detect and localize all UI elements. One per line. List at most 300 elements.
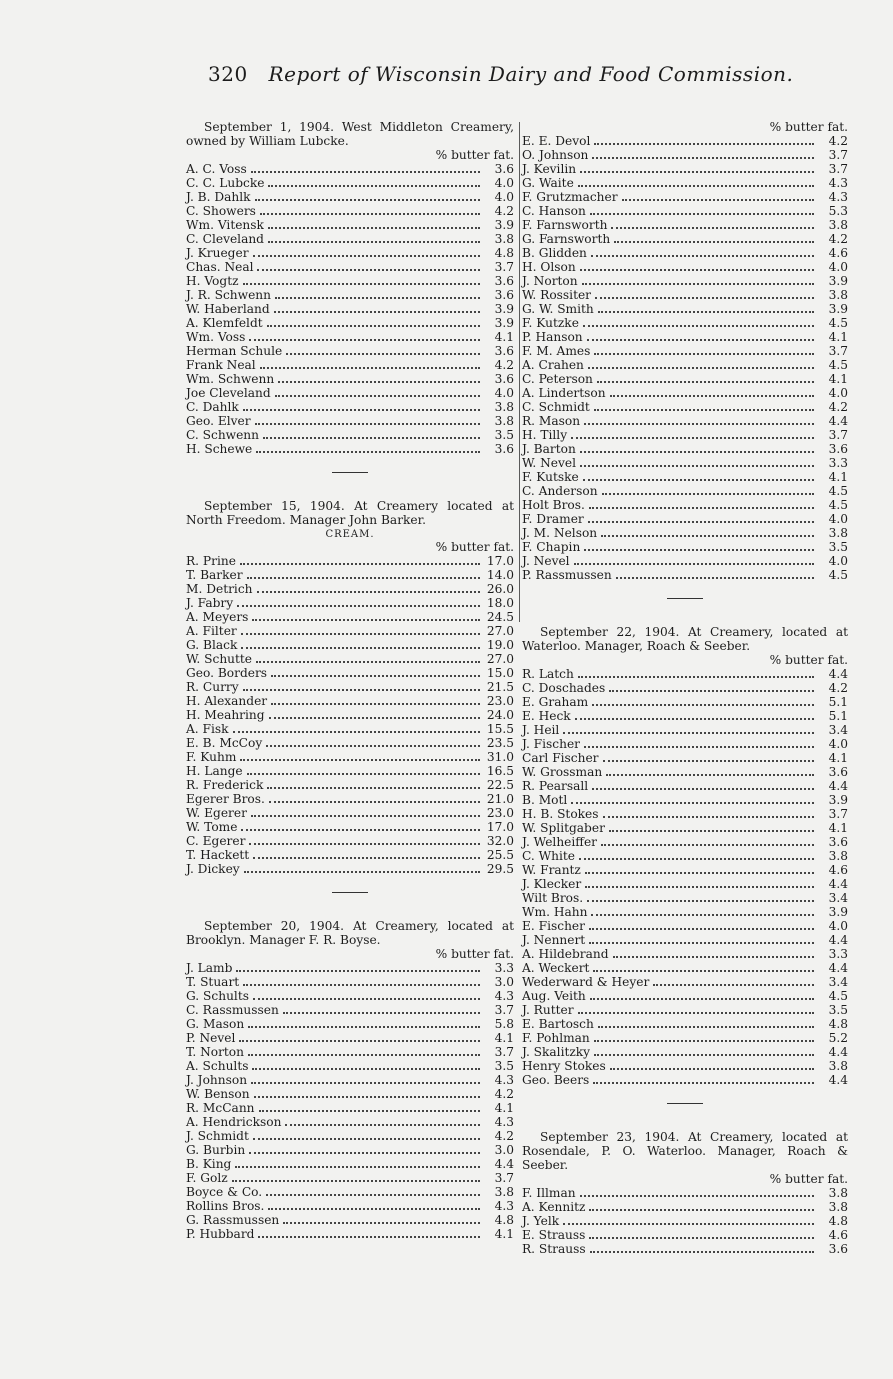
table-row <box>186 400 514 414</box>
butter-fat-value: 4.6 <box>828 863 848 877</box>
table-row <box>186 442 514 456</box>
patron-name: Geo. Borders <box>186 666 268 680</box>
butter-fat-value: 5.1 <box>828 709 848 723</box>
butter-fat-value: 3.6 <box>494 372 514 386</box>
patron-name: H. B. Stokes <box>522 807 599 821</box>
table-row <box>522 1186 848 1200</box>
table-row <box>522 204 848 218</box>
butter-fat-value: 24.5 <box>486 610 514 624</box>
right-column <box>522 120 848 1256</box>
leader-dots <box>601 526 814 537</box>
table-row <box>186 596 514 610</box>
unit-label: % butter fat. <box>435 540 514 554</box>
butter-fat-value: 4.8 <box>828 1214 848 1228</box>
table-row <box>522 779 848 793</box>
butter-fat-value: 4.4 <box>828 667 848 681</box>
butter-fat-value: 4.4 <box>828 1073 848 1087</box>
leader-dots <box>614 232 814 243</box>
patron-name: B. King <box>186 1157 232 1171</box>
table-row <box>522 681 848 695</box>
butter-fat-value: 14.0 <box>486 568 514 582</box>
butter-fat-value: 3.0 <box>494 975 514 989</box>
leader-dots <box>233 722 480 733</box>
patron-name: F. M. Ames <box>522 344 591 358</box>
table-row <box>186 428 514 442</box>
leader-dots <box>589 498 814 509</box>
butter-fat-value: 4.8 <box>494 1213 514 1227</box>
leader-dots <box>271 666 480 677</box>
leader-dots <box>591 246 814 257</box>
table-row <box>186 176 514 190</box>
table-row <box>522 246 848 260</box>
unit-label: % butter fat. <box>769 120 848 134</box>
leader-dots <box>597 372 814 383</box>
table-row <box>186 848 514 862</box>
butter-fat-value: 3.6 <box>494 162 514 176</box>
butter-fat-value: 16.5 <box>486 764 514 778</box>
butter-fat-value: 3.7 <box>828 807 848 821</box>
patron-name: Henry Stokes <box>522 1059 606 1073</box>
butter-fat-value: 3.8 <box>828 288 848 302</box>
patron-name: J. Skalitzky <box>522 1045 591 1059</box>
leader-dots <box>580 1186 814 1197</box>
table-row <box>186 372 514 386</box>
table-row <box>522 849 848 863</box>
butter-fat-value: 4.6 <box>828 246 848 260</box>
table-row <box>522 540 848 554</box>
table-row <box>522 1017 848 1031</box>
butter-fat-value: 3.6 <box>494 274 514 288</box>
leader-dots <box>249 1143 480 1154</box>
butter-fat-value: 3.7 <box>494 1045 514 1059</box>
butter-fat-value: 3.7 <box>828 428 848 442</box>
butter-fat-value: 3.0 <box>494 1143 514 1157</box>
leader-dots <box>253 989 480 1000</box>
butter-fat-value: 5.3 <box>828 204 848 218</box>
butter-fat-value: 3.9 <box>494 316 514 330</box>
table-row <box>522 456 848 470</box>
patron-name: W. Splitgaber <box>522 821 605 835</box>
butter-fat-value: 4.4 <box>828 414 848 428</box>
patron-name: F. Dramer <box>522 512 584 526</box>
patron-name: Rollins Bros. <box>186 1199 265 1213</box>
leader-dots <box>244 862 480 873</box>
table-row <box>522 512 848 526</box>
patron-name: Wederward & Heyer <box>522 975 650 989</box>
leader-dots <box>256 652 480 663</box>
patron-name: Frank Neal <box>186 358 256 372</box>
leader-dots <box>252 610 480 621</box>
leader-dots <box>622 190 814 201</box>
leader-dots <box>609 681 814 692</box>
butter-fat-value: 4.2 <box>494 1129 514 1143</box>
table-row <box>522 134 848 148</box>
table-row <box>186 344 514 358</box>
patron-name: A. Schults <box>186 1059 249 1073</box>
leader-dots <box>598 302 814 313</box>
table-row <box>522 274 848 288</box>
leader-dots <box>243 274 480 285</box>
table-row <box>186 554 514 568</box>
table-row <box>522 1003 848 1017</box>
leader-dots <box>249 834 480 845</box>
patron-name: C. Showers <box>186 204 256 218</box>
butter-fat-value: 4.5 <box>828 989 848 1003</box>
section-north-freedom <box>186 499 514 876</box>
patron-name: J. Nennert <box>522 933 586 947</box>
patron-name: C. Doschades <box>522 681 606 695</box>
butter-fat-value: 4.5 <box>828 498 848 512</box>
butter-fat-value: 17.0 <box>486 554 514 568</box>
table-row <box>186 961 514 975</box>
table-row <box>522 400 848 414</box>
patron-name: G. Black <box>186 638 238 652</box>
butter-fat-value: 4.6 <box>828 1228 848 1242</box>
section-intro <box>186 919 514 947</box>
table-row <box>522 723 848 737</box>
patron-name: J. Johnson <box>186 1073 248 1087</box>
leader-dots <box>591 905 814 916</box>
table-row <box>186 708 514 722</box>
patron-name: P. Nevel <box>186 1031 236 1045</box>
butter-fat-value: 27.0 <box>486 624 514 638</box>
butter-fat-value: 3.5 <box>828 540 848 554</box>
leader-dots <box>587 891 814 902</box>
butter-fat-value: 3.7 <box>494 1003 514 1017</box>
patron-name: H. Alexander <box>186 694 268 708</box>
section-intro-text: September 22, 1904. At Creamery, located at Waterloo. Manager, Roach & Seeber. <box>522 625 848 653</box>
leader-dots <box>286 344 480 355</box>
leader-dots <box>240 554 480 565</box>
leader-dots <box>613 947 814 958</box>
leader-dots <box>269 792 480 803</box>
patron-name: A. Kennitz <box>522 1200 586 1214</box>
leader-dots <box>255 414 480 425</box>
leader-dots <box>247 568 480 579</box>
table-row <box>186 162 514 176</box>
leader-dots <box>278 372 480 383</box>
butter-fat-value: 3.6 <box>494 442 514 456</box>
table-row <box>522 442 848 456</box>
butter-fat-value: 3.6 <box>828 835 848 849</box>
table-row <box>522 891 848 905</box>
butter-fat-value: 4.0 <box>494 386 514 400</box>
leader-dots <box>253 848 480 859</box>
patron-name: C. Rassmussen <box>186 1003 279 1017</box>
patron-name: A. Hendrickson <box>186 1115 282 1129</box>
leader-dots <box>243 975 480 986</box>
leader-dots <box>590 1242 814 1253</box>
butter-fat-value: 3.7 <box>828 148 848 162</box>
patron-name: W. Schutte <box>186 652 253 666</box>
leader-dots <box>263 428 480 439</box>
table-row <box>186 204 514 218</box>
column-divider <box>519 122 520 622</box>
butter-fat-value: 4.0 <box>494 176 514 190</box>
table-row <box>522 148 848 162</box>
patron-name: C. Egerer <box>186 834 246 848</box>
patron-name: A. Hildebrand <box>522 947 609 961</box>
patron-name: Egerer Bros. <box>186 792 265 806</box>
table-row <box>186 568 514 582</box>
leader-dots <box>594 134 814 145</box>
leader-dots <box>594 1045 814 1056</box>
table-row <box>186 722 514 736</box>
patron-name: E. Graham <box>522 695 589 709</box>
patron-name: Wilt Bros. <box>522 891 584 905</box>
butter-fat-value: 3.7 <box>828 162 848 176</box>
butter-fat-value: 4.8 <box>828 1017 848 1031</box>
section-intro-text: September 15, 1904. At Creamery located at North Freedom. Manager John Barker. <box>186 499 514 527</box>
butter-fat-value: 4.2 <box>494 1087 514 1101</box>
leader-dots <box>575 709 814 720</box>
butter-fat-value: 4.2 <box>494 204 514 218</box>
butter-fat-value: 4.1 <box>494 1031 514 1045</box>
table-row <box>186 1059 514 1073</box>
leader-dots <box>253 246 480 257</box>
leader-dots <box>580 260 814 271</box>
leader-dots <box>592 695 814 706</box>
butter-fat-value: 29.5 <box>486 862 514 876</box>
leader-dots <box>571 793 814 804</box>
butter-fat-value: 3.9 <box>828 905 848 919</box>
patron-name: Wm. Voss <box>186 330 246 344</box>
table-row <box>186 834 514 848</box>
patron-name: G. W. Smith <box>522 302 594 316</box>
patron-name: R. Prine <box>186 554 236 568</box>
table-row <box>522 961 848 975</box>
patron-name: H. Vogtz <box>186 274 239 288</box>
patron-name: R. Frederick <box>186 778 264 792</box>
table-row <box>186 736 514 750</box>
patron-name: G. Schults <box>186 989 249 1003</box>
table-row <box>186 190 514 204</box>
table-row <box>522 667 848 681</box>
leader-dots <box>584 540 814 551</box>
patron-name: Boyce & Co. <box>186 1185 263 1199</box>
leader-dots <box>241 624 480 635</box>
table-row <box>522 1031 848 1045</box>
butter-fat-value: 3.3 <box>494 961 514 975</box>
patron-name: C. Anderson <box>522 484 598 498</box>
table-row <box>522 218 848 232</box>
leader-dots <box>579 849 814 860</box>
butter-fat-value: 3.6 <box>828 765 848 779</box>
table-row <box>186 610 514 624</box>
page-header <box>208 62 793 86</box>
leader-dots <box>589 1228 814 1239</box>
patron-name: J. M. Nelson <box>522 526 598 540</box>
patron-name: E. Heck <box>522 709 571 723</box>
table-row <box>522 302 848 316</box>
patron-name: T. Hackett <box>186 848 250 862</box>
table-row <box>186 1031 514 1045</box>
butter-fat-value: 26.0 <box>486 582 514 596</box>
section-intro-text: September 20, 1904. At Creamery, located at Brooklyn. Manager F. R. Boyse. <box>186 919 514 947</box>
table-row <box>186 1017 514 1031</box>
running-title: Report of Wisconsin Dairy and Food Commission. <box>268 62 794 86</box>
table-row <box>186 1157 514 1171</box>
leader-dots <box>247 764 480 775</box>
butter-fat-value: 4.5 <box>828 358 848 372</box>
patron-name: T. Barker <box>186 568 243 582</box>
leader-dots <box>269 708 480 719</box>
leader-dots <box>592 779 814 790</box>
patron-name: W. Haberland <box>186 302 270 316</box>
patron-name: R. Pearsall <box>522 779 589 793</box>
table-row <box>186 806 514 820</box>
patron-name: F. Farnsworth <box>522 218 608 232</box>
section-brooklyn <box>186 919 514 1241</box>
leader-dots <box>611 218 814 229</box>
table-row <box>522 358 848 372</box>
table-row <box>186 778 514 792</box>
patron-name: J. Nevel <box>522 554 570 568</box>
leader-dots <box>240 750 480 761</box>
butter-fat-value: 4.2 <box>828 232 848 246</box>
leader-dots <box>594 400 814 411</box>
patron-name: Holt Bros. <box>522 498 585 512</box>
table-row <box>522 162 848 176</box>
leader-dots <box>256 442 480 453</box>
table-row <box>522 260 848 274</box>
butter-fat-value: 4.4 <box>828 933 848 947</box>
patron-name: C. Schwenn <box>186 428 260 442</box>
patron-name: F. Kuhm <box>186 750 237 764</box>
butter-fat-value: 4.3 <box>828 176 848 190</box>
table-row <box>522 1214 848 1228</box>
table-row <box>186 680 514 694</box>
butter-fat-value: 23.0 <box>486 806 514 820</box>
leader-dots <box>610 386 814 397</box>
patron-name: J. Krueger <box>186 246 249 260</box>
leader-dots <box>248 1045 480 1056</box>
butter-fat-value: 3.5 <box>494 428 514 442</box>
table-row <box>186 666 514 680</box>
patron-name: B. Glidden <box>522 246 587 260</box>
butter-fat-value: 3.6 <box>828 442 848 456</box>
patron-name: W. Nevel <box>522 456 577 470</box>
table-row <box>522 709 848 723</box>
butter-fat-value: 4.0 <box>828 386 848 400</box>
table-row <box>522 1200 848 1214</box>
patron-name: J. Fischer <box>522 737 581 751</box>
patron-name: A. Filter <box>186 624 237 638</box>
patron-name: R. Strauss <box>522 1242 586 1256</box>
table-row <box>522 232 848 246</box>
leader-dots <box>275 288 480 299</box>
table-row <box>522 905 848 919</box>
patron-name: Wm. Schwenn <box>186 372 275 386</box>
butter-fat-value: 17.0 <box>486 820 514 834</box>
butter-fat-value: 4.4 <box>828 779 848 793</box>
butter-fat-value: 3.9 <box>494 218 514 232</box>
patron-name: H. Schewe <box>186 442 253 456</box>
leader-dots <box>266 1185 480 1196</box>
butter-fat-value: 4.0 <box>828 919 848 933</box>
patron-name: H. Tilly <box>522 428 568 442</box>
patron-name: F. Kutzke <box>522 316 579 330</box>
butter-fat-value: 4.1 <box>828 821 848 835</box>
leader-dots <box>588 358 814 369</box>
leader-dots <box>580 442 814 453</box>
leader-dots <box>283 1003 480 1014</box>
leader-dots <box>583 470 814 481</box>
butter-fat-value: 3.7 <box>828 344 848 358</box>
leader-dots <box>257 582 480 593</box>
table-row <box>186 232 514 246</box>
patron-name: Geo. Elver <box>186 414 251 428</box>
patron-name: J. B. Dahlk <box>186 190 251 204</box>
leader-dots <box>260 204 480 215</box>
leader-dots <box>243 680 480 691</box>
table-row <box>522 428 848 442</box>
leader-dots <box>563 1214 814 1225</box>
patron-name: W. Tome <box>186 820 238 834</box>
butter-fat-value: 5.1 <box>828 695 848 709</box>
patron-name: R. Latch <box>522 667 574 681</box>
leader-dots <box>606 765 814 776</box>
leader-dots <box>241 638 480 649</box>
butter-fat-value: 5.2 <box>828 1031 848 1045</box>
leader-dots <box>616 568 814 579</box>
butter-fat-value: 3.8 <box>494 1185 514 1199</box>
table-row <box>186 624 514 638</box>
section-subheading: CREAM. <box>325 529 375 540</box>
leader-dots <box>589 933 814 944</box>
patron-name: A. Lindertson <box>522 386 606 400</box>
butter-fat-value: 25.5 <box>486 848 514 862</box>
patron-name: F. Illman <box>522 1186 576 1200</box>
section-intro-text: September 1, 1904. West Middleton Creamery, owned by William Lubcke. <box>186 120 514 148</box>
butter-fat-value: 4.4 <box>828 961 848 975</box>
leader-dots <box>585 877 814 888</box>
table-row <box>522 793 848 807</box>
patron-name: P. Rassmussen <box>522 568 612 582</box>
leader-dots <box>610 1059 814 1070</box>
leader-dots <box>587 330 814 341</box>
table-row <box>186 1185 514 1199</box>
section-rule <box>667 1103 703 1104</box>
patron-name: W. Egerer <box>186 806 247 820</box>
table-row <box>186 750 514 764</box>
table-row <box>186 1045 514 1059</box>
patron-name: J. Yelk <box>522 1214 560 1228</box>
leader-dots <box>267 778 480 789</box>
table-row <box>522 807 848 821</box>
patron-name: A. Weckert <box>522 961 590 975</box>
butter-fat-value: 21.0 <box>486 792 514 806</box>
table-row <box>186 1101 514 1115</box>
butter-fat-value: 22.5 <box>486 778 514 792</box>
page-number: 320 <box>208 62 248 86</box>
patron-name: A. Crahen <box>522 358 584 372</box>
butter-fat-value: 3.6 <box>494 344 514 358</box>
butter-fat-value: 4.3 <box>494 989 514 1003</box>
table-row <box>186 288 514 302</box>
leader-dots <box>580 162 814 173</box>
leader-dots <box>236 961 480 972</box>
patron-name: E. Strauss <box>522 1228 586 1242</box>
leader-dots <box>594 344 814 355</box>
butter-fat-value: 4.2 <box>828 400 848 414</box>
butter-fat-value: 4.4 <box>828 1045 848 1059</box>
leader-dots <box>251 806 480 817</box>
leader-dots <box>585 863 814 874</box>
patron-name: F. Grutzmacher <box>522 190 618 204</box>
leader-dots <box>271 694 480 705</box>
unit-label: % butter fat. <box>435 148 514 162</box>
